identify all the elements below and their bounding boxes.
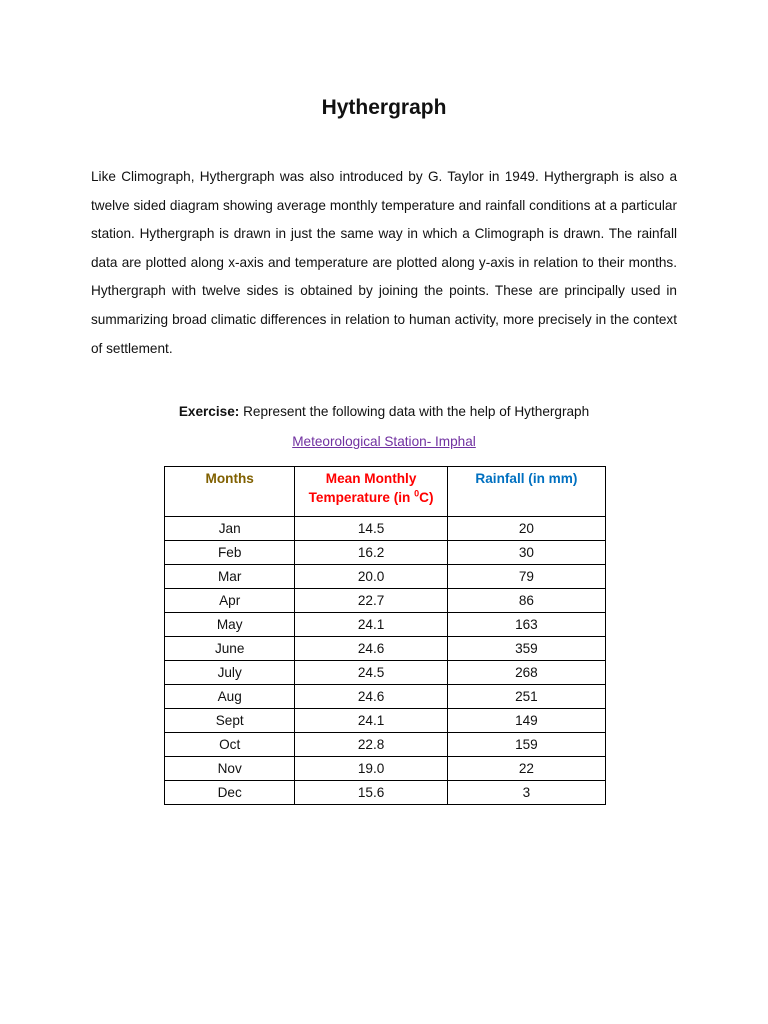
temperature-cell: 24.6 (295, 637, 447, 661)
rainfall-cell: 30 (447, 541, 605, 565)
month-cell: Feb (165, 541, 295, 565)
table-row (165, 565, 606, 589)
page-title: Hythergraph (321, 96, 447, 119)
temperature-header-line1: Mean Monthly (325, 471, 417, 486)
rainfall-cell: 268 (447, 661, 605, 685)
rainfall-cell: 149 (447, 709, 605, 733)
exercise-text: Represent the following data with the help of Hythergraph (239, 404, 590, 419)
temperature-cell: 24.6 (295, 685, 447, 709)
table-header-row (165, 467, 606, 517)
month-cell: Sept (165, 709, 295, 733)
rainfall-cell: 22 (447, 757, 605, 781)
exercise-line (0, 404, 768, 419)
station-name: Meteorological Station- Imphal (292, 434, 476, 449)
month-cell: May (165, 613, 295, 637)
table-row (165, 661, 606, 685)
temperature-cell: 20.0 (295, 565, 447, 589)
month-cell: Apr (165, 589, 295, 613)
table-row (165, 637, 606, 661)
exercise-label: Exercise: (178, 404, 240, 419)
month-cell: Jan (165, 517, 295, 541)
table-row (165, 517, 606, 541)
table-row (165, 781, 606, 805)
table-row (165, 613, 606, 637)
month-cell: Dec (165, 781, 295, 805)
month-cell: Aug (165, 685, 295, 709)
rainfall-cell: 163 (447, 613, 605, 637)
temperature-header-unit: C) (419, 490, 434, 505)
month-cell: Mar (165, 565, 295, 589)
rainfall-cell: 79 (447, 565, 605, 589)
table-row (165, 709, 606, 733)
table-row (165, 685, 606, 709)
table-body (165, 517, 606, 805)
temperature-cell: 19.0 (295, 757, 447, 781)
table-row (165, 589, 606, 613)
month-cell: Nov (165, 757, 295, 781)
temperature-cell: 16.2 (295, 541, 447, 565)
rainfall-cell: 159 (447, 733, 605, 757)
rainfall-cell: 3 (447, 781, 605, 805)
rainfall-cell: 20 (447, 517, 605, 541)
temperature-cell: 15.6 (295, 781, 447, 805)
climate-data-table (164, 466, 606, 805)
rainfall-cell: 86 (447, 589, 605, 613)
month-cell: Oct (165, 733, 295, 757)
rainfall-header: Rainfall (in mm) (447, 467, 605, 517)
temperature-header-line2: Temperature (in (308, 490, 415, 505)
temperature-cell: 24.1 (295, 613, 447, 637)
temperature-cell: 14.5 (295, 517, 447, 541)
table-row (165, 757, 606, 781)
rainfall-cell: 359 (447, 637, 605, 661)
temperature-header (295, 467, 447, 517)
temperature-cell: 24.5 (295, 661, 447, 685)
months-header: Months (165, 467, 295, 517)
temperature-cell: 22.7 (295, 589, 447, 613)
rainfall-cell: 251 (447, 685, 605, 709)
intro-paragraph: Like Climograph, Hythergraph was also introduced by G. Taylor in 1949. Hythergraph is also a twelve sided diagram showing average monthly temperature and rainfall conditions at a particular station. Hythergraph is drawn in just the same way in which a Climograph is drawn. The rainfall data are plotted along x-axis and temperature are plotted along y-axis in relation to their months. Hythergraph with twelve sides is obtained by joining the points. These are principally used in summarizing broad climatic differences in relation to human activity, more precisely in the context of settlement. (91, 169, 677, 356)
table-row (165, 541, 606, 565)
temperature-cell: 22.8 (295, 733, 447, 757)
station-heading (0, 434, 768, 449)
temperature-cell: 24.1 (295, 709, 447, 733)
table-row (165, 733, 606, 757)
month-cell: June (165, 637, 295, 661)
month-cell: July (165, 661, 295, 685)
degree-superscript: 0 (414, 488, 420, 499)
